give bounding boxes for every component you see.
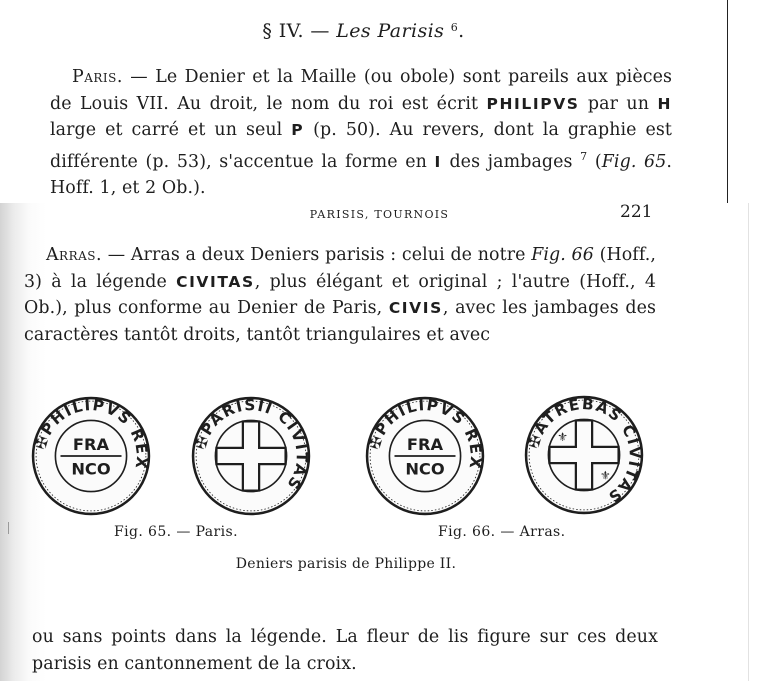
fleur-de-lis-icon: ⚜ [557,429,569,444]
figure-ref: Fig. 66 [531,245,594,265]
coin-legend: ✠ATREBAS CIVITAS [524,394,644,507]
coin-legend-text: PHILIPVS [486,94,580,113]
coin-field-top: FRA [406,434,444,454]
coin-letter: I [434,152,442,171]
paragraph-lead: Paris. [72,67,123,87]
page-edge-line [748,203,749,681]
coin-letter: H [657,94,673,113]
section-number: § IV. — [262,20,330,42]
plate-caption: Deniers parisis de Philippe II. [235,556,457,572]
margin-mark [8,522,9,534]
footnote-ref: 6 [450,21,459,34]
coin-paris-reverse [190,395,312,517]
coin-legend: ✠PHILIPVS REX [365,395,486,471]
running-head: PARISIS, TOURNOIS [309,208,450,221]
page-number: 221 [620,202,653,222]
figure-ref: Fig. 65 [601,151,667,172]
coin-field-bottom: NCO [405,459,445,479]
coin-legend-text: CIVIS [388,299,443,318]
section-title: Les Parisis [336,20,445,42]
footnote-ref: 7 [580,149,588,163]
coin-arras-reverse [523,394,645,516]
page-margin [728,0,759,203]
paris-paragraph: Paris. — Le Denier et la Maille (ou obole) sont pareils aux pièces de Louis VII. Au droit, le nom du roi est écrit PHILIPVS par un H large et carré et un seul P (p. 50). Au revers, dont la graphie est différente (p. 53), s'accentue la forme en I des jambages $^7$ (Fig. 65. Hoff. 1, et 2 Ob.). [50,67,673,199]
coin-field-top: FRA [72,434,110,454]
figure-caption-66: Fig. 66. — Arras. [438,524,566,540]
arras-paragraph: Arras. — Arras a deux Deniers parisis : celui de notre Fig. 66 (Hoff., 3) à la légende CIVITAS, plus élégant et original ; l'autre (Hoff., 4 Ob.), plus conforme au Denier de Paris, CIVIS, avec les jambages des caractères tantôt droits, tantôt triangulaires et avec [24,245,656,345]
coin-letter: P [291,121,305,140]
coin-paris-obverse [30,395,152,517]
closing-paragraph: ou sans points dans la légende. La fleur de lis figure sur ces deux parisis en cantonnement de la croix. [32,627,658,674]
figure-caption-65: Fig. 65. — Paris. [114,524,238,540]
fleur-de-lis-icon: ⚜ [599,468,611,483]
coin-legend: ✠PHILIPVS REX [31,395,152,471]
section-heading: § IV. — Les Parisis $^6$. [262,20,465,42]
paragraph-lead: Arras. [46,245,103,265]
coin-legend: ✠PARISII CIVITAS [191,396,311,494]
coin-field-bottom: NCO [71,459,111,479]
coin-arras-obverse [364,395,486,517]
coin-legend-text: CIVITAS [176,272,255,291]
